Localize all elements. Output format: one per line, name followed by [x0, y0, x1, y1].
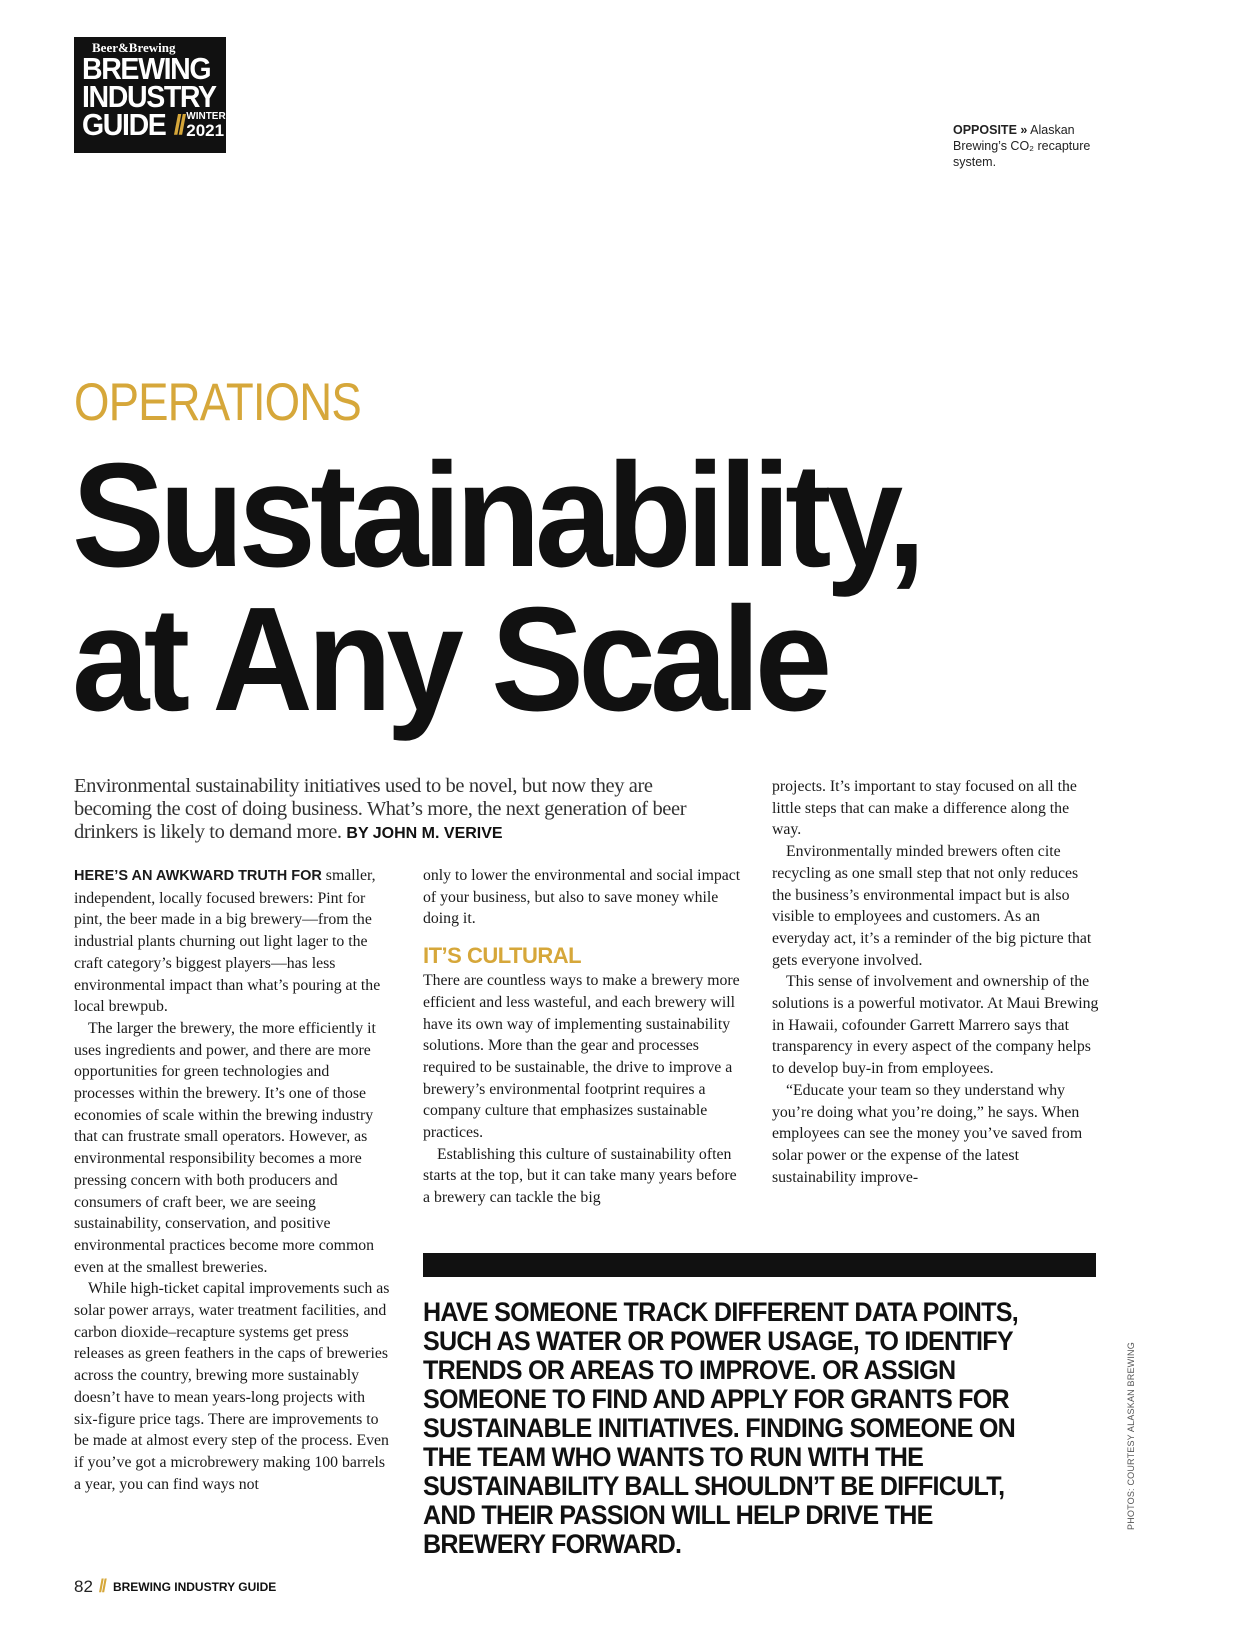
body-column-3: [772, 776, 1099, 1188]
body-paragraph: [74, 865, 392, 1018]
logo-line-3: GUIDE: [82, 107, 166, 142]
section-kicker: OPERATIONS: [74, 373, 361, 432]
logo-line-2: INDUSTRY: [82, 79, 216, 114]
logo-edition: [186, 112, 225, 139]
headline-line-1: Sustainability,: [72, 433, 921, 598]
logo-season: WINTER: [186, 111, 226, 122]
lead-in: HERE’S AN AWKWARD TRUTH FOR: [74, 868, 322, 884]
logo-line-3-row: [82, 107, 226, 142]
body-paragraph: While high-ticket capital improvements such as solar power arrays, water treatment facilities, and carbon dioxide–recapture systems get press releases as green feathers in the caps of breweries across the country, brewing more sustainably doesn’t have to mean years-long projects with six-figure price tags. There are improvements to be made at almost every step of the process. Even if you’ve got a microbrewery making 100 barrels a year, you can find ways not: [74, 1280, 390, 1493]
photo-caption: [953, 122, 1113, 170]
body-paragraph: This sense of involvement and ownership of the solutions is a powerful motivator. At Maui Brewing in Hawaii, cofounder Garrett Marrero says that transparency in every aspect of the company helps to develop buy-in from employees.: [772, 973, 1099, 1078]
logo-year: 2021: [186, 121, 225, 140]
body-column-2: [423, 865, 743, 1209]
logo-brand: Beer&Brewing: [92, 40, 176, 55]
byline: BY JOHN M. VERIVE: [346, 825, 503, 842]
body-paragraph: only to lower the environmental and social impact of your business, but also to save money while doing it.: [423, 867, 741, 928]
body-column-1: [74, 865, 392, 1495]
body-paragraph: projects. It’s important to stay focused on all the little steps that can make a difference along the way.: [772, 778, 1077, 839]
article-dek: [74, 775, 734, 845]
pull-quote: HAVE SOMEONE TRACK DIFFERENT DATA POINTS, SUCH AS WATER OR POWER USAGE, TO IDENTIFY TRENDS OR AREAS TO IMPROVE. OR ASSIGN SOMEONE TO FIND AND APPLY FOR GRANTS FOR SUSTAINABLE INITIATIVES. FINDING SOMEONE ON THE TEAM WHO WANTS TO RUN WITH THE SUSTAINABILITY BALL SHOULDN’T BE DIFFICULT, AND THEIR PASSION WILL HELP DRIVE THE BREWERY FORWARD.: [423, 1297, 1018, 1559]
body-paragraph: The larger the brewery, the more efficiently it uses ingredients and power, and there are more opportunities for green technologies and processes within the brewery. It’s one of those economies of scale within the brewing industry that can frustrate small operators. However, as environmental responsibility becomes a more pressing concern with both producers and consumers of craft beer, we are seeing sustainability, conservation, and positive environmental practices become more common even at the smallest breweries.: [74, 1019, 376, 1276]
body-paragraph: There are countless ways to make a brewery more efficient and less wasteful, and each brewery will have its own way of implementing sustainability solutions. More than the gear and processes required to be sustainable, the drive to improve a brewery’s environmental footprint requires a company culture that emphasizes sustainable practices.: [423, 972, 740, 1142]
page-number: 82: [74, 1576, 93, 1596]
body-paragraph: “Educate your team so they understand why you’re doing what you’re doing,” he says. When employees can see the money you’ve saved from solar power or the expense of the latest sustainability improve-: [772, 1081, 1083, 1186]
caption-label: OPPOSITE »: [953, 123, 1028, 137]
publication-name: BREWING INDUSTRY GUIDE: [112, 1579, 277, 1594]
pullquote-rule: [423, 1253, 1096, 1277]
body-paragraph: Establishing this culture of sustainability often starts at the top, but it can take many years before a brewery can tackle the big: [423, 1145, 737, 1207]
dek-text: Environmental sustainability initiatives used to be novel, but now they are becoming the cost of doing business. What’s more, the next generation of beer drinkers is likely to demand more.: [74, 775, 687, 843]
logo-line-1: BREWING: [82, 51, 211, 86]
article-headline: [72, 433, 1106, 742]
photo-credit: PHOTOS: COURTESY ALASKAN BREWING: [1126, 1342, 1136, 1530]
caption-text: Alaskan Brewing’s CO₂ recapture system.: [953, 123, 1091, 169]
footer-slashes: //: [98, 1576, 105, 1596]
body-paragraph: Environmentally minded brewers often cite recycling as one small step that not only reduces the business’s environmental impact but is also visible to employees and customers. As an everyday act, it’s a reminder of the big picture that gets everyone involved.: [772, 843, 1092, 969]
logo-slashes: //: [173, 109, 184, 140]
paragraph-text: smaller, independent, locally focused brewers: Pint for pint, the beer made in a big brewery—from the industrial plants churning out light lager to the craft category’s biggest players—has less environmental impact than what’s pouring at the local brewpub.: [74, 867, 381, 1016]
section-subhead: IT’S CULTURAL: [423, 943, 582, 969]
headline-line-2: at Any Scale: [72, 577, 827, 742]
magazine-logo: [74, 37, 226, 153]
page-footer: [74, 1576, 276, 1597]
